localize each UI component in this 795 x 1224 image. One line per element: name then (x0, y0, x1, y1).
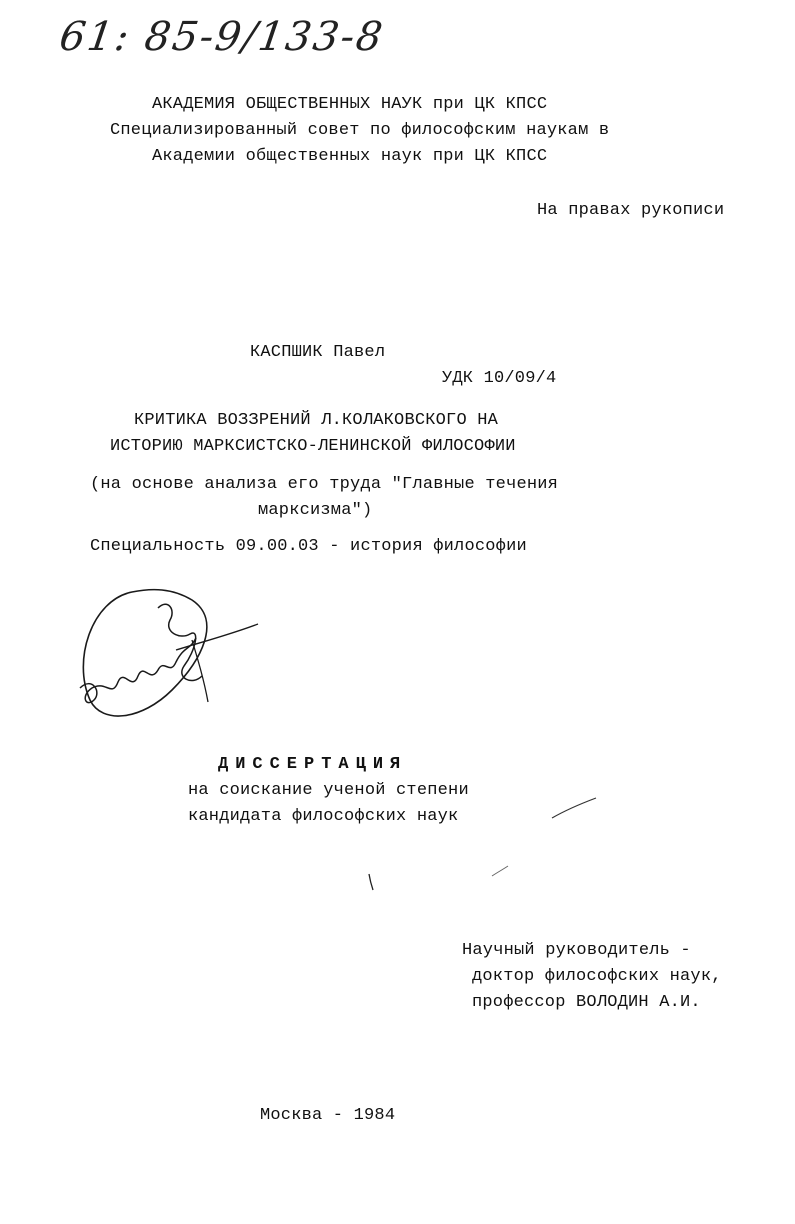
subtitle-line-1: (на основе анализа его труда "Главные течения (90, 475, 559, 494)
title-line-2: ИСТОРИЮ МАРКСИСТСКО-ЛЕНИНСКОЙ ФИЛОСОФИИ (110, 437, 516, 456)
author-signature (72, 580, 262, 730)
header-line-council: Специализированный совет по философским наукам в (110, 121, 610, 140)
degree-line-2: кандидата философских наук (188, 807, 459, 826)
title-line-1: КРИТИКА ВОЗЗРЕНИЙ Л.КОЛАКОВСКОГО НА (134, 411, 499, 430)
supervisor-line-1: Научный руководитель - (462, 941, 691, 960)
margin-pen-tick (366, 872, 376, 892)
author-name: КАСПШИК Павел (250, 343, 386, 362)
archive-handwritten-number: 61: 85-9/133-8 (56, 14, 387, 60)
header-line-academy-2: Академии общественных наук при ЦК КПСС (152, 147, 548, 166)
document-type-heading: ДИССЕРТАЦИЯ (218, 755, 408, 774)
supervisor-line-2: доктор философских наук, (472, 967, 722, 986)
manuscript-rights: На правах рукописи (537, 201, 725, 220)
margin-pen-stroke (550, 796, 600, 820)
margin-pen-mark (490, 864, 510, 878)
specialty: Специальность 09.00.03 - история философии (90, 537, 527, 556)
supervisor-line-3: профессор ВОЛОДИН А.И. (472, 993, 701, 1012)
degree-line-1: на соискание ученой степени (188, 781, 469, 800)
header-line-academy: АКАДЕМИЯ ОБЩЕСТВЕННЫХ НАУК при ЦК КПСС (152, 95, 548, 114)
city-and-year: Москва - 1984 (260, 1106, 396, 1125)
subtitle-line-2: марксизма") (258, 501, 373, 520)
udc-code: УДК 10/09/4 (442, 369, 557, 388)
